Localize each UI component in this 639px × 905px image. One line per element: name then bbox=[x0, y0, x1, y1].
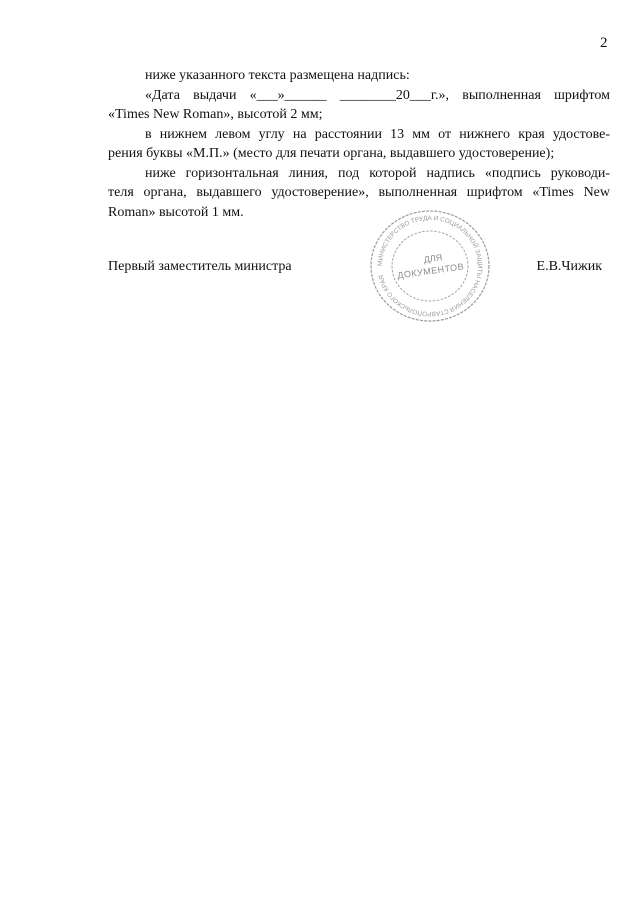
paragraph-line: «Дата выдачи «___»______ ________20___г.», выполненная шрифтом bbox=[145, 87, 610, 103]
paragraph-line: рения буквы «М.П.» (место для печати органа, выдавшего удостоверение); bbox=[108, 146, 555, 161]
page-number: 2 bbox=[600, 35, 608, 51]
paragraph-line: ниже указанного текста размещена надпись: bbox=[145, 68, 410, 83]
document-body bbox=[108, 66, 610, 222]
paragraph-line: теля органа, выдавшего удостоверение», выполненная шрифтом «Times New bbox=[108, 185, 610, 200]
signatory-position: Первый заместитель министра bbox=[108, 259, 292, 274]
paragraph-line: в нижнем левом углу на расстоянии 13 мм от нижнего края удостове- bbox=[145, 126, 610, 142]
paragraph-line: ниже горизонтальная линия, под которой надпись «подпись руководи- bbox=[145, 165, 610, 181]
paragraph-line: Roman» высотой 1 мм. bbox=[108, 204, 244, 220]
paragraph-line: «Times New Roman», высотой 2 мм; bbox=[108, 107, 323, 122]
stamp-ring-textpath: МИНИСТЕРСТВО ТРУДА И СОЦИАЛЬНОЙ ЗАЩИТЫ НАСЕЛЕНИЯ СТАВРОПОЛЬСКОГО КРАЯ bbox=[376, 214, 484, 318]
stamp-center-line-1: ДЛЯ bbox=[423, 252, 443, 265]
signatory-name: Е.В.Чижик bbox=[536, 259, 602, 274]
official-seal-stamp bbox=[366, 207, 494, 325]
stamp-center-line-2: ДОКУМЕНТОВ bbox=[396, 261, 465, 281]
